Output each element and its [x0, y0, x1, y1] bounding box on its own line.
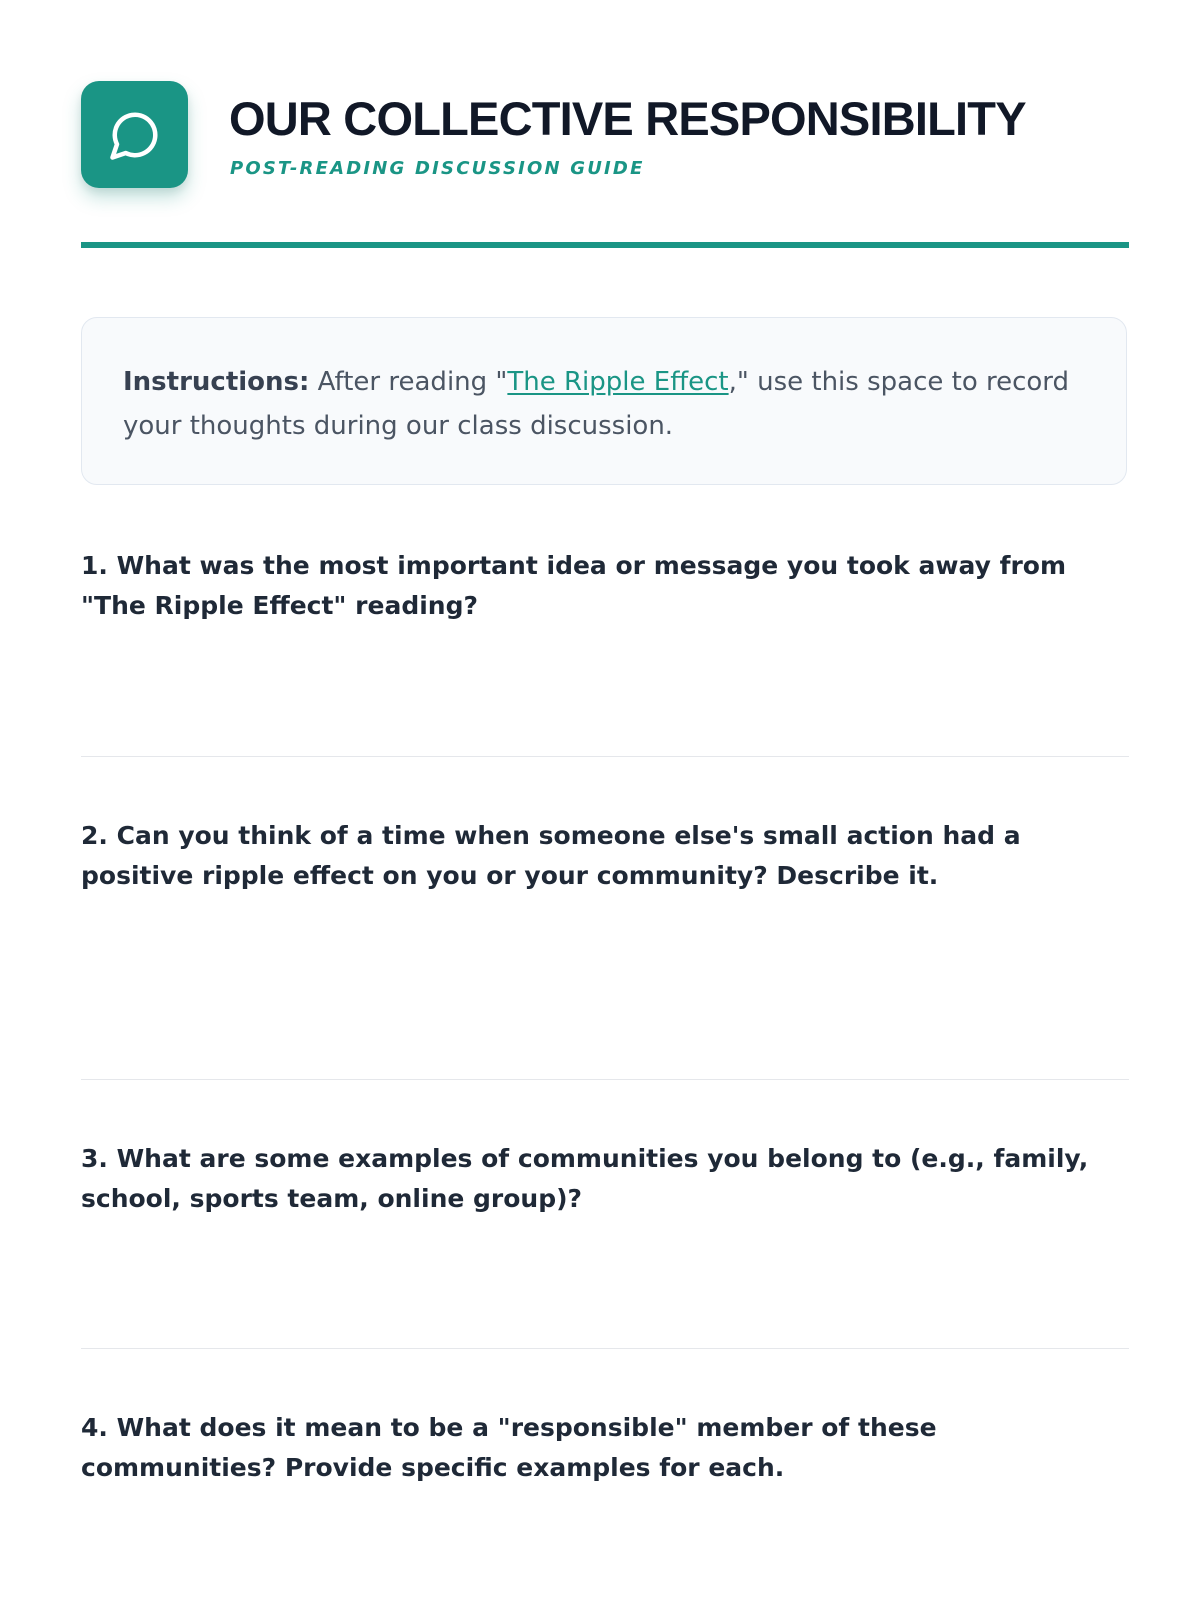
question-1: 1. What was the most important idea or message you took away from "The Ripple Effect" reading?	[81, 551, 1066, 620]
answer-field-1[interactable]	[81, 630, 1129, 730]
question-divider	[81, 756, 1129, 757]
answer-field-2[interactable]	[81, 900, 1129, 1060]
question-3: 3. What are some examples of communities you belong to (e.g., family, school, sports team, online group)?	[81, 1144, 1089, 1213]
chat-bubble-icon	[108, 108, 162, 162]
answer-field-4[interactable]	[81, 1492, 1129, 1592]
instructions-text-before: After reading "	[309, 367, 508, 397]
question-4: 4. What does it mean to be a "responsible" member of these communities? Provide specific examples for each.	[81, 1413, 937, 1482]
page-title: OUR COLLECTIVE RESPONSIBILITY	[229, 92, 1026, 145]
question-divider	[81, 1079, 1129, 1080]
answer-field-3[interactable]	[81, 1223, 1129, 1323]
instructions-box	[81, 317, 1127, 485]
logo-badge	[81, 81, 188, 188]
instructions-label: Instructions:	[123, 367, 310, 397]
header	[81, 81, 1129, 189]
reading-link[interactable]: The Ripple Effect	[507, 367, 729, 397]
header-divider	[81, 242, 1129, 248]
question-divider	[81, 1348, 1129, 1349]
question-2: 2. Can you think of a time when someone else's small action had a positive ripple effect on you or your community? Describe it.	[81, 821, 1021, 890]
page-subtitle: POST-READING DISCUSSION GUIDE	[230, 158, 645, 179]
instructions-text-after: ," use this space to record your thoughts during our class discussion.	[123, 367, 1070, 441]
